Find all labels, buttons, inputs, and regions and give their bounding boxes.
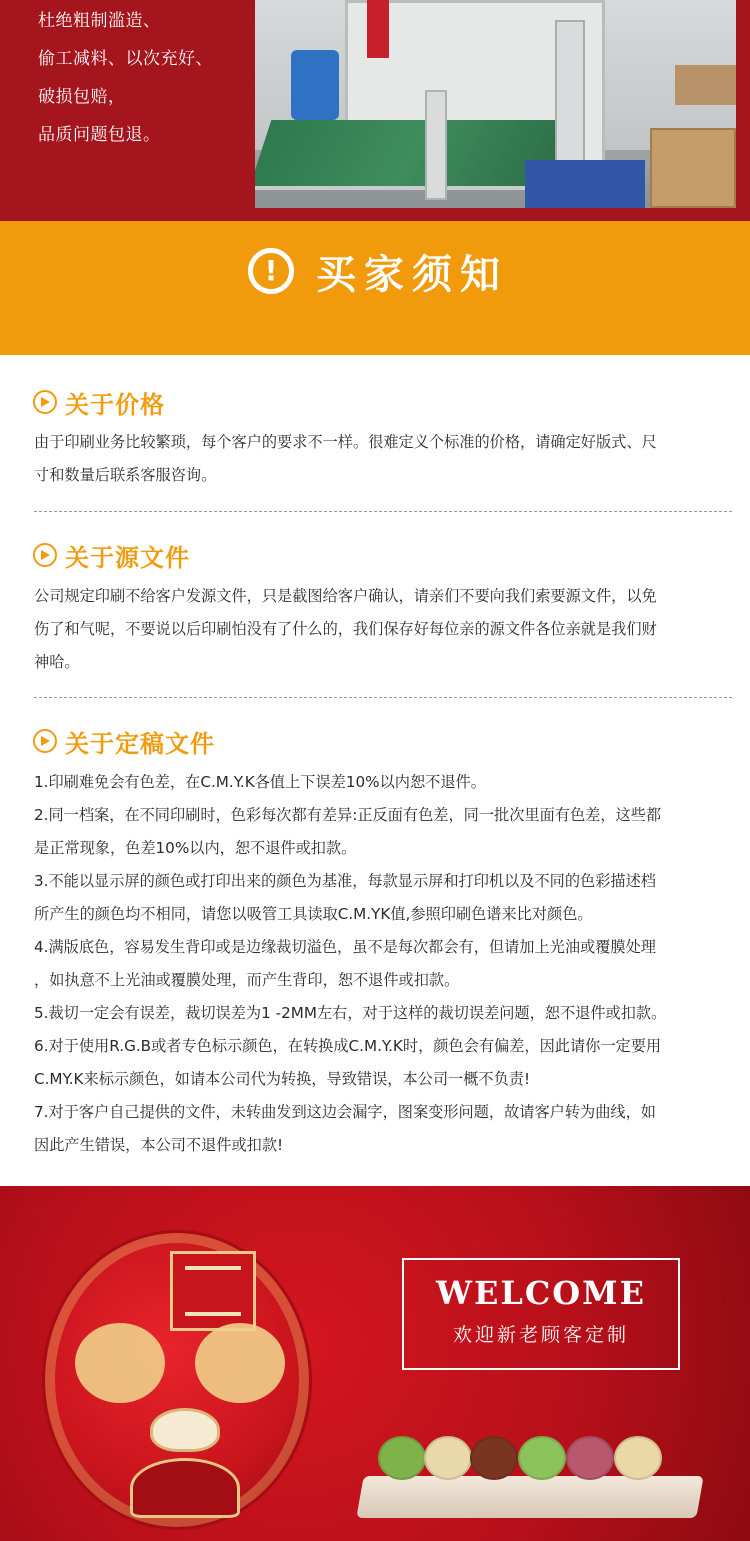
mooncake	[378, 1436, 426, 1480]
rule-line: 4.满版底色，容易发生背印或是边缘裁切溢色，虽不是每次都会有，但请加上光油或覆膜处理	[34, 938, 656, 956]
promise-line: 偷工减料、以次充好、	[38, 49, 213, 69]
notice-heading	[248, 243, 508, 299]
cloud-pattern	[195, 1323, 285, 1403]
rule-line: 6.对于使用R.G.B或者专色标示颜色，在转换成C.M.Y.K时，颜色会有偏差，因此请你一定要用	[34, 1037, 662, 1055]
section-body	[34, 766, 734, 1162]
welcome-chinese: 欢迎新老顾客定制	[452, 1324, 629, 1346]
teapot-illustration	[150, 1408, 220, 1452]
dashed-divider	[34, 511, 732, 512]
top-banner	[0, 0, 750, 221]
section-heading	[33, 539, 190, 571]
rule-line: 7.对于客户自己提供的文件，未转曲发到这边会漏字，图案变形问题，故请客户转为曲线，如	[34, 1103, 656, 1121]
arrow-circle-icon	[33, 729, 57, 753]
rule-line: C.MY.K来标示颜色，如请本公司代为转换，导致错误，本公司一概不负责!	[34, 1070, 531, 1088]
lotus-illustration	[130, 1458, 240, 1518]
promise-line: 品质问题包退。	[38, 125, 161, 145]
section-heading	[33, 725, 215, 757]
serving-plate	[356, 1476, 703, 1518]
rule-line: 1.印刷难免会有色差，在C.M.Y.K各值上下误差10%以内恕不退件。	[34, 773, 486, 791]
section-body	[34, 580, 734, 679]
blue-crate	[525, 160, 645, 208]
rule-line: 3.不能以显示屏的颜色或打印出来的颜色为基准，每款显示屏和打印机以及不同的色彩描述档	[34, 872, 656, 890]
promise-text-block	[38, 2, 253, 154]
welcome-frame	[402, 1258, 680, 1370]
rule-line: 2.同一档案，在不同印刷时，色彩每次都有差异:正反面有色差，同一批次里面有色差，这些都	[34, 806, 662, 824]
mooncake	[424, 1436, 472, 1480]
buyer-notice-banner	[0, 221, 750, 355]
cardboard-box	[675, 65, 736, 105]
mooncake	[614, 1436, 662, 1480]
mooncake-tin-image	[42, 1230, 312, 1530]
promise-line: 杜绝粗制滥造、	[38, 11, 161, 31]
rule-line: ，如执意不上光油或覆膜处理，而产生背印，恕不退件或扣款。	[34, 971, 460, 989]
section-heading	[33, 386, 165, 418]
arrow-circle-icon	[33, 543, 57, 567]
section-title: 关于价格	[65, 390, 165, 419]
section-body	[34, 426, 734, 492]
rule-line: 是正常现象，色差10%以内，恕不退件或扣款。	[34, 839, 357, 857]
body-line: 伤了和气呢，不要说以后印刷怕没有了什么的，我们保存好每位亲的源文件各位亲就是我们财	[34, 620, 657, 638]
green-conveyor-belt	[255, 120, 571, 190]
section-title: 关于源文件	[65, 543, 190, 572]
seal-logo	[170, 1251, 256, 1331]
cardboard-box	[650, 128, 736, 208]
rule-line: 因此产生错误，本公司不退件或扣款!	[34, 1136, 284, 1154]
rule-line: 5.裁切一定会有误差，裁切误差为1 -2MM左右，对于这样的裁切误差问题，恕不退件或扣款。	[34, 1004, 667, 1022]
machine-leg	[425, 90, 447, 200]
welcome-english: WELCOME	[436, 1274, 646, 1312]
notice-title: 买家须知	[316, 251, 508, 298]
seal-glyph	[185, 1266, 241, 1316]
factory-machine-photo	[255, 0, 736, 208]
exclamation-icon: !	[248, 248, 294, 294]
mooncake	[518, 1436, 566, 1480]
welcome-hero-banner	[0, 1186, 750, 1541]
rule-line: 所产生的颜色均不相同，请您以吸管工具读取C.M.YK值,参照印刷色谱来比对颜色。	[34, 905, 593, 923]
body-line: 神哈。	[34, 653, 80, 671]
body-line: 寸和数量后联系客服咨询。	[34, 466, 217, 484]
promise-line: 破损包赔，	[38, 87, 126, 107]
mooncake	[566, 1436, 614, 1480]
red-banner-decoration	[367, 0, 389, 58]
section-title: 关于定稿文件	[65, 729, 215, 758]
mooncake	[470, 1436, 518, 1480]
arrow-circle-icon	[33, 390, 57, 414]
body-line: 由于印刷业务比较繁琐，每个客户的要求不一样。很难定义个标准的价格，请确定好版式、尺	[34, 433, 657, 451]
cloud-pattern	[75, 1323, 165, 1403]
blue-barrel	[291, 50, 339, 120]
dashed-divider	[34, 697, 732, 698]
body-line: 公司规定印刷不给客户发源文件，只是截图给客户确认，请亲们不要向我们索要源文件，以免	[34, 587, 657, 605]
